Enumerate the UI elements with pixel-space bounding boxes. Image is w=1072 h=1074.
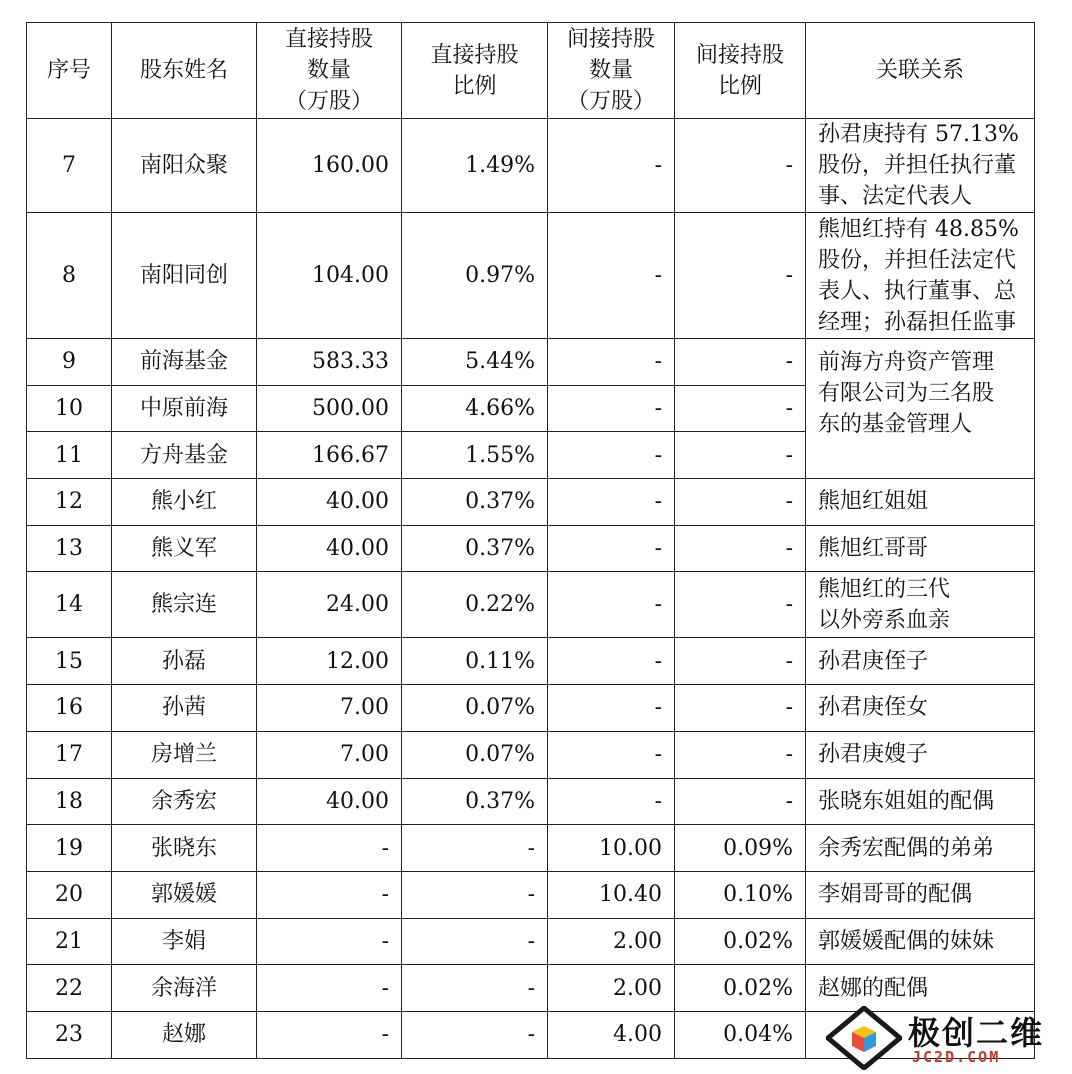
table-row — [27, 525, 1035, 572]
cell-indirect-pct: - — [675, 572, 806, 638]
cell-name: 方舟基金 — [112, 432, 257, 479]
cell-relation: 张晓东姐姐的配偶 — [806, 778, 1035, 825]
cell-relation: 孙君庚持有 57.13% 股份，并担任执行董 事、法定代表人 — [806, 119, 1035, 213]
cell-relation: 熊旭红的三代 以外旁系血亲 — [806, 572, 1035, 638]
cell-direct-qty: 7.00 — [257, 731, 402, 778]
cell-relation: 前海方舟资产管理 有限公司为三名股 东的基金管理人 — [806, 339, 1035, 479]
cell-indirect-pct: - — [675, 638, 806, 685]
cell-indirect-qty: 4.00 — [548, 1011, 675, 1058]
cell-no: 19 — [27, 825, 112, 872]
cell-no: 8 — [27, 213, 112, 339]
cell-relation: 孙君庚侄子 — [806, 638, 1035, 685]
cell-no: 17 — [27, 731, 112, 778]
cell-relation: 熊旭红持有 48.85% 股份，并担任法定代 表人、执行董事、总 经理；孙磊担任监事 — [806, 213, 1035, 339]
cell-no: 15 — [27, 638, 112, 685]
cell-indirect-pct: - — [675, 213, 806, 339]
cell-indirect-pct: 0.09% — [675, 825, 806, 872]
cell-name: 熊义军 — [112, 525, 257, 572]
cell-indirect-qty: - — [548, 479, 675, 526]
table-row — [27, 479, 1035, 526]
cell-direct-qty: 40.00 — [257, 479, 402, 526]
cell-direct-pct: 4.66% — [402, 385, 548, 432]
cell-relation: 孙君庚嫂子 — [806, 731, 1035, 778]
cell-indirect-qty: - — [548, 525, 675, 572]
cell-no: 23 — [27, 1011, 112, 1058]
cell-direct-pct: 0.37% — [402, 778, 548, 825]
cell-no: 18 — [27, 778, 112, 825]
cell-direct-pct: - — [402, 871, 548, 918]
cell-indirect-pct: - — [675, 385, 806, 432]
table-row — [27, 778, 1035, 825]
cell-no: 13 — [27, 525, 112, 572]
watermark-subtext: JC2D.COM — [912, 1048, 1001, 1066]
cell-name: 张晓东 — [112, 825, 257, 872]
cell-relation: 熊旭红哥哥 — [806, 525, 1035, 572]
table-header-row — [27, 23, 1035, 119]
cell-name: 熊小红 — [112, 479, 257, 526]
cell-relation: 孙君庚侄女 — [806, 685, 1035, 732]
cell-indirect-pct: 0.10% — [675, 871, 806, 918]
cell-name: 郭媛媛 — [112, 871, 257, 918]
cell-name: 余秀宏 — [112, 778, 257, 825]
cell-no: 16 — [27, 685, 112, 732]
cell-direct-pct: 5.44% — [402, 339, 548, 386]
cell-indirect-qty: 2.00 — [548, 965, 675, 1012]
cell-indirect-qty: - — [548, 778, 675, 825]
table-row — [27, 731, 1035, 778]
cell-direct-qty: - — [257, 825, 402, 872]
cell-name: 房增兰 — [112, 731, 257, 778]
table-row — [27, 339, 1035, 386]
header-cell-indirect-qty: 间接持股 数量 （万股） — [548, 23, 675, 119]
cell-relation: 赵娜的配偶 — [806, 965, 1035, 1012]
cell-indirect-pct: - — [675, 119, 806, 213]
cell-direct-qty: 166.67 — [257, 432, 402, 479]
cell-relation: 熊旭红姐姐 — [806, 479, 1035, 526]
cell-direct-qty: 583.33 — [257, 339, 402, 386]
cell-direct-pct: 0.07% — [402, 685, 548, 732]
cell-direct-qty: - — [257, 1011, 402, 1058]
cell-name: 李娟 — [112, 918, 257, 965]
cell-direct-qty: 12.00 — [257, 638, 402, 685]
header-cell-direct-qty: 直接持股 数量 （万股） — [257, 23, 402, 119]
cell-indirect-qty: - — [548, 638, 675, 685]
table-row — [27, 213, 1035, 339]
table-row — [27, 871, 1035, 918]
cell-direct-pct: 0.37% — [402, 479, 548, 526]
table-row — [27, 685, 1035, 732]
cell-direct-pct: 0.22% — [402, 572, 548, 638]
cell-relation: 余秀宏配偶的弟弟 — [806, 825, 1035, 872]
cell-direct-qty: 104.00 — [257, 213, 402, 339]
cell-direct-pct: - — [402, 918, 548, 965]
cell-name: 孙磊 — [112, 638, 257, 685]
cell-indirect-qty: - — [548, 731, 675, 778]
table-row — [27, 572, 1035, 638]
cell-direct-qty: 24.00 — [257, 572, 402, 638]
cell-name: 余海洋 — [112, 965, 257, 1012]
cell-no: 10 — [27, 385, 112, 432]
cell-indirect-pct: 0.04% — [675, 1011, 806, 1058]
table-row — [27, 918, 1035, 965]
header-cell-direct-pct: 直接持股 比例 — [402, 23, 548, 119]
header-cell-relation: 关联关系 — [806, 23, 1035, 119]
cell-indirect-qty: - — [548, 432, 675, 479]
cell-name: 南阳众聚 — [112, 119, 257, 213]
cell-direct-pct: - — [402, 825, 548, 872]
header-cell-indirect-pct: 间接持股 比例 — [675, 23, 806, 119]
cell-name: 赵娜 — [112, 1011, 257, 1058]
cell-indirect-qty: - — [548, 385, 675, 432]
cell-direct-pct: 0.37% — [402, 525, 548, 572]
cell-no: 20 — [27, 871, 112, 918]
cell-indirect-pct: 0.02% — [675, 918, 806, 965]
cell-direct-qty: 7.00 — [257, 685, 402, 732]
cell-indirect-pct: 0.02% — [675, 965, 806, 1012]
cell-indirect-qty: 2.00 — [548, 918, 675, 965]
cell-name: 南阳同创 — [112, 213, 257, 339]
watermark-text: 极创二维 — [908, 1014, 1045, 1052]
cell-indirect-pct: - — [675, 479, 806, 526]
cell-indirect-qty: - — [548, 572, 675, 638]
table-row — [27, 638, 1035, 685]
cell-indirect-qty: - — [548, 213, 675, 339]
cell-direct-qty: 40.00 — [257, 778, 402, 825]
cell-direct-qty: - — [257, 965, 402, 1012]
table-row — [27, 119, 1035, 213]
cell-name: 前海基金 — [112, 339, 257, 386]
cell-no: 12 — [27, 479, 112, 526]
header-cell-name: 股东姓名 — [112, 23, 257, 119]
cell-direct-pct: 0.97% — [402, 213, 548, 339]
cell-no: 21 — [27, 918, 112, 965]
cell-name: 熊宗连 — [112, 572, 257, 638]
cell-indirect-qty: - — [548, 119, 675, 213]
cell-indirect-pct: - — [675, 339, 806, 386]
cell-direct-qty: 40.00 — [257, 525, 402, 572]
cell-no: 22 — [27, 965, 112, 1012]
header-cell-no: 序号 — [27, 23, 112, 119]
cell-no: 11 — [27, 432, 112, 479]
cell-direct-qty: 500.00 — [257, 385, 402, 432]
diamond-logo-icon — [826, 1006, 902, 1070]
cell-name: 孙茜 — [112, 685, 257, 732]
table-row — [27, 965, 1035, 1012]
cell-relation: 李娟哥哥的配偶 — [806, 871, 1035, 918]
cell-no: 14 — [27, 572, 112, 638]
cell-indirect-pct: - — [675, 432, 806, 479]
cell-indirect-qty: - — [548, 685, 675, 732]
cell-name: 中原前海 — [112, 385, 257, 432]
cell-direct-pct: 0.11% — [402, 638, 548, 685]
cell-direct-pct: 1.49% — [402, 119, 548, 213]
cell-direct-pct: - — [402, 965, 548, 1012]
cell-indirect-qty: - — [548, 339, 675, 386]
cell-indirect-qty: 10.40 — [548, 871, 675, 918]
cell-direct-pct: 1.55% — [402, 432, 548, 479]
cell-indirect-pct: - — [675, 778, 806, 825]
cell-relation: 郭媛媛配偶的妹妹 — [806, 918, 1035, 965]
shareholder-table — [26, 22, 1035, 1059]
table-row — [27, 825, 1035, 872]
cell-no: 9 — [27, 339, 112, 386]
cell-direct-pct: - — [402, 1011, 548, 1058]
cell-direct-qty: 160.00 — [257, 119, 402, 213]
cell-indirect-pct: - — [675, 525, 806, 572]
cell-direct-pct: 0.07% — [402, 731, 548, 778]
cell-direct-qty: - — [257, 871, 402, 918]
cell-indirect-pct: - — [675, 731, 806, 778]
watermark-logo — [826, 1006, 1066, 1070]
cell-indirect-qty: 10.00 — [548, 825, 675, 872]
cell-direct-qty: - — [257, 918, 402, 965]
cell-no: 7 — [27, 119, 112, 213]
cell-indirect-pct: - — [675, 685, 806, 732]
